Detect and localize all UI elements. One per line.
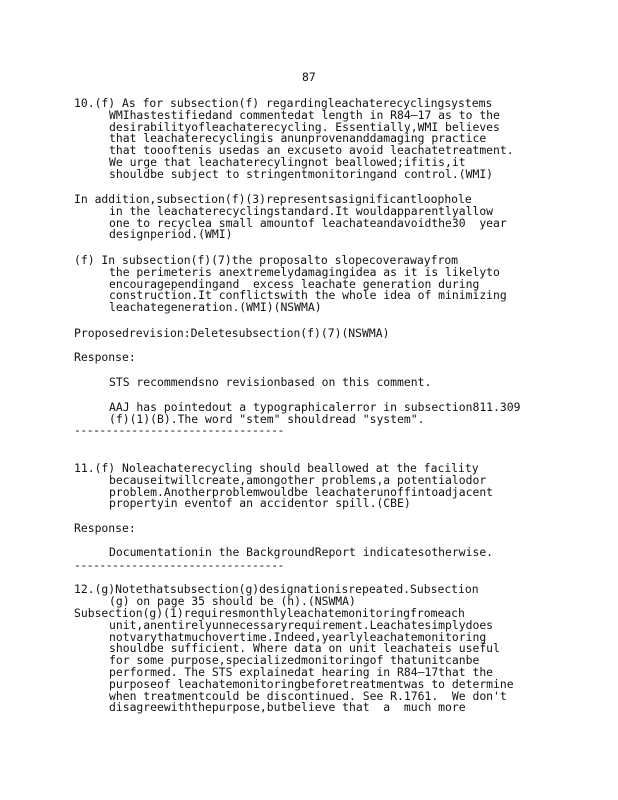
proposed-revision: [74, 328, 564, 340]
text-line: WMIhastestifiedand commentedat length in R84–17 as to the: [109, 107, 500, 122]
paragraph-addition: [74, 194, 564, 241]
response-1: [74, 377, 564, 389]
comment-12: [74, 584, 564, 608]
text-line: purposeof leachatemonitoringbeforetreatmentwas to determine: [109, 676, 514, 691]
text-line: unit,anentirelyunnecessaryrequirement.Leachatesimplydoes: [109, 617, 494, 632]
paragraph-g1: [74, 608, 564, 714]
text-line: for some purpose,specializedmonitoringof thatunitcanbe: [109, 653, 480, 668]
divider-1: [74, 425, 564, 437]
text-line: one to recyclea small amountof leachateandavoidthe30 year: [109, 215, 507, 230]
text-line: In addition,subsection(f)(3)representsasignificantloophole: [74, 192, 472, 206]
text-line: notvarythatmuchovertime.Indeed,yearlyleachatemonitoring: [109, 629, 487, 644]
text-line: 12.(g)Notethatsubsection(g)designationisrepeated.Subsection: [74, 582, 479, 596]
response-label-2: [74, 523, 564, 535]
text-line: the perimeteris anextremelydamagingidea as it is likelyto: [109, 264, 500, 279]
divider-rule: ---------------------------------: [74, 423, 284, 437]
paragraph-f7: [74, 255, 564, 314]
page-number: 87: [302, 70, 316, 84]
text-line: construction.It conflictswith the whole idea of minimizing: [109, 288, 507, 303]
text-line: (f) In subsection(f)(7)the proposalto slopecoverawayfrom: [74, 253, 459, 267]
text-line: that toooftenis usedas an excuseto avoid leachatetreatment.: [109, 143, 514, 158]
text-line: Proposedrevision:Deletesubsection(f)(7)(NSWMA): [74, 326, 390, 340]
text-line: in the leachaterecyclingstandard.It wouldapparentlyallow: [109, 203, 494, 218]
text-line: when treatmentcould be discontinued. See R.1761. We don't: [109, 688, 507, 703]
text-line: AAJ has pointedout a typographicalerror in subsection811.309: [109, 400, 521, 414]
text-line: that leachaterecyclingis anunprovenanddamaging practice: [109, 131, 487, 146]
text-line: designperiod.(WMI): [109, 227, 233, 242]
text-line: We urge that leachaterecylingnot beallowed;ifitis,it: [109, 154, 466, 169]
text-line: (g) on page 35 should be (h).(NSWMA): [109, 593, 356, 608]
text-line: performed. The STS explainedat hearing in R84–17that the: [109, 664, 494, 679]
text-line: (f)(1)(B).The word "stem" shouldread "system".: [109, 411, 425, 426]
comment-11: [74, 463, 564, 510]
text-line: propertyin eventof an accidentor spill.(CBE): [109, 496, 411, 511]
text-line: problem.Anotherproblemwouldbe leachaterunoffintoadjacent: [109, 484, 494, 499]
response-label-1: [74, 352, 564, 364]
text-line: Documentationin the BackgroundReport indicatesotherwise.: [109, 545, 494, 559]
text-line: leachategeneration.(WMI)(NSWMA): [109, 300, 322, 315]
text-line: encouragependingand excess leachate generation during: [109, 276, 480, 291]
text-line: desirabilityofleachaterecycling. Essentially,WMI believes: [109, 119, 500, 134]
divider-2: [74, 560, 564, 572]
text-line: shouldbe subject to stringentmonitoringand control.(WMI): [109, 166, 494, 181]
text-line: shouldbe sufficient. Where data on unit leachateis useful: [109, 641, 500, 656]
text-line: 11.(f) Noleachaterecycling should beallowed at the facility: [74, 461, 479, 475]
divider-rule: ---------------------------------: [74, 558, 284, 572]
text-line: Response:: [74, 521, 136, 535]
comment-10: [74, 98, 564, 181]
text-line: disagreewiththepurpose,butbelieve that a much more: [109, 700, 466, 715]
text-line: Response:: [74, 350, 136, 364]
text-line: becauseitwillcreate,amongother problems,a potentialodor: [109, 472, 487, 487]
text-line: STS recommendsno revisionbased on this comment.: [109, 375, 432, 389]
text-line: 10.(f) As for subsection(f) regardingleachaterecyclingsystems: [74, 96, 493, 110]
text-line: Subsection(g)(1)requiresmonthlyleachatemonitoringfromeach: [74, 606, 465, 620]
